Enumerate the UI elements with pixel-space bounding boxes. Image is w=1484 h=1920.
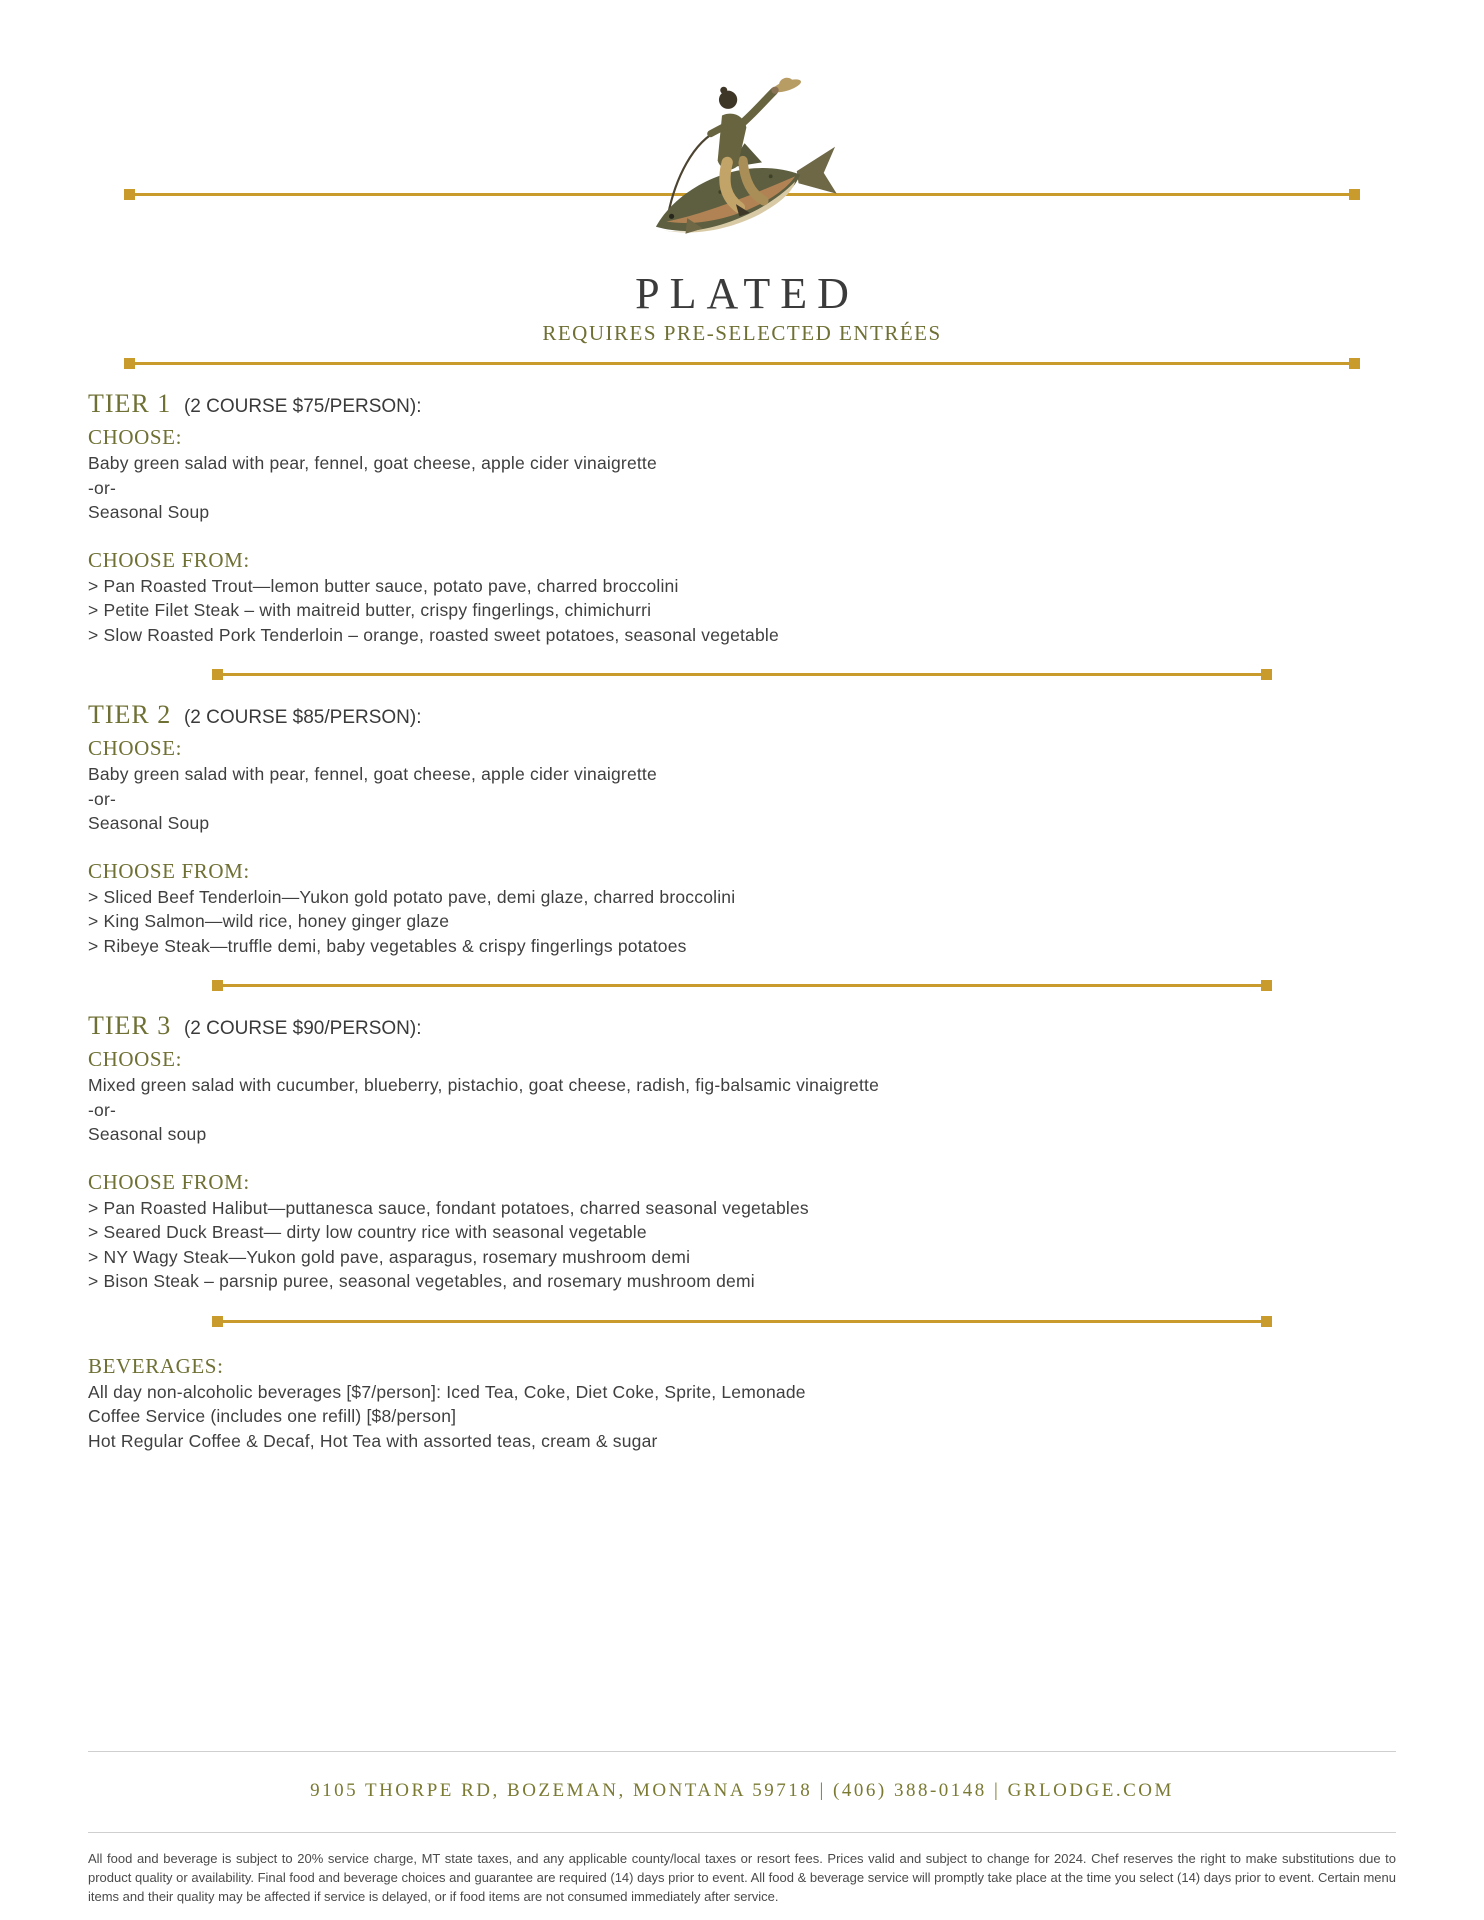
beverages-label: BEVERAGES: bbox=[88, 1353, 224, 1378]
tier-price-note: (2 COURSE $85/PERSON): bbox=[183, 707, 422, 728]
first-course-option: Baby green salad with pear, fennel, goat cheese, apple cider vinaigrette bbox=[88, 764, 657, 784]
or-separator: -or- bbox=[88, 1099, 117, 1120]
choose-label: CHOOSE: bbox=[88, 736, 183, 760]
entree-option: > NY Wagy Steak—Yukon gold pave, asparagus, rosemary mushroom demi bbox=[88, 1246, 691, 1267]
tier-2-section bbox=[88, 676, 1396, 984]
choose-from-label: CHOOSE FROM: bbox=[88, 1169, 250, 1194]
beverage-line: Coffee Service (includes one refill) [$8/person] bbox=[88, 1406, 457, 1426]
masthead bbox=[0, 0, 1484, 268]
choose-label: CHOOSE: bbox=[88, 1047, 183, 1071]
tier-name: TIER 1 bbox=[88, 389, 172, 418]
footer-divider-bottom bbox=[88, 1832, 1396, 1833]
footer bbox=[0, 1751, 1484, 1920]
gold-divider bbox=[218, 673, 1266, 676]
first-course-option: Baby green salad with pear, fennel, goat cheese, apple cider vinaigrette bbox=[88, 453, 657, 473]
first-course-option: Seasonal soup bbox=[88, 1124, 207, 1144]
page-title: PLATED bbox=[635, 269, 859, 318]
page-subtitle: REQUIRES PRE-SELECTED ENTRÉES bbox=[542, 321, 942, 345]
gold-divider bbox=[218, 984, 1266, 987]
choose-label: CHOOSE: bbox=[88, 425, 183, 449]
entree-option: > Bison Steak – parsnip puree, seasonal vegetables, and rosemary mushroom demi bbox=[88, 1271, 755, 1291]
choose-from-label: CHOOSE FROM: bbox=[88, 858, 250, 883]
beverages-section bbox=[88, 1323, 1396, 1464]
choose-from-label: CHOOSE FROM: bbox=[88, 547, 250, 572]
entree-option: > Pan Roasted Halibut—puttanesca sauce, fondant potatoes, charred seasonal vegetables bbox=[88, 1197, 809, 1218]
tier-name: TIER 3 bbox=[88, 1011, 172, 1040]
beverage-line: All day non-alcoholic beverages [$7/person]: Iced Tea, Coke, Diet Coke, Sprite, Lemonade bbox=[88, 1381, 806, 1402]
fine-print: All food and beverage is subject to 20% service charge, MT state taxes, and any applicable county/local taxes or resort fees. Prices valid and subject to change for 2024. Chef reserves the right to make substitutions due to product quality or availability. Final food and beverage choices and guarantee are required (14) days prior to event. All food & beverage service will promptly take place at the time you select (14) days prior to event. Certain menu items and their quality may be affected if service is delayed, or if food items are not consumed immediately after service. bbox=[88, 1851, 1396, 1904]
entree-option: > Seared Duck Breast— dirty low country rice with seasonal vegetable bbox=[88, 1222, 647, 1242]
entree-option: > King Salmon—wild rice, honey ginger glaze bbox=[88, 911, 450, 931]
first-course-option: Seasonal Soup bbox=[88, 502, 210, 522]
beverage-line: Hot Regular Coffee & Decaf, Hot Tea with assorted teas, cream & sugar bbox=[88, 1430, 658, 1451]
tier-heading bbox=[88, 700, 1396, 733]
footer-address: 9105 THORPE RD, BOZEMAN, MONTANA 59718 | (406) 388-0148 | GRLODGE.COM bbox=[310, 1780, 1174, 1801]
entree-option: > Pan Roasted Trout—lemon butter sauce, potato pave, charred broccolini bbox=[88, 575, 679, 596]
cowboy-riding-trout-icon bbox=[642, 44, 842, 253]
gold-divider bbox=[218, 1320, 1266, 1323]
or-separator: -or- bbox=[88, 477, 117, 498]
gold-divider bbox=[130, 362, 1354, 365]
first-course-option: Mixed green salad with cucumber, blueberry, pistachio, goat cheese, radish, fig-balsamic vinaigrette bbox=[88, 1075, 880, 1095]
entree-option: > Petite Filet Steak – with maitreid butter, crispy fingerlings, chimichurri bbox=[88, 600, 652, 620]
entree-option: > Slow Roasted Pork Tenderloin – orange, roasted sweet potatoes, seasonal vegetable bbox=[88, 624, 779, 645]
tier-name: TIER 2 bbox=[88, 700, 172, 729]
title-block bbox=[0, 268, 1484, 346]
cowboy-riding-trout-logo bbox=[642, 44, 842, 258]
tier-price-note: (2 COURSE $75/PERSON): bbox=[183, 396, 422, 417]
tier-price-note: (2 COURSE $90/PERSON): bbox=[183, 1018, 422, 1039]
tier-3-section bbox=[88, 987, 1396, 1320]
entree-option: > Sliced Beef Tenderloin—Yukon gold potato pave, demi glaze, charred broccolini bbox=[88, 886, 736, 907]
tier-1-section bbox=[88, 365, 1396, 673]
entree-option: > Ribeye Steak—truffle demi, baby vegetables & crispy fingerlings potatoes bbox=[88, 935, 687, 956]
menu-content bbox=[0, 365, 1484, 1463]
tier-heading bbox=[88, 389, 1396, 422]
first-course-option: Seasonal Soup bbox=[88, 813, 210, 833]
or-separator: -or- bbox=[88, 788, 117, 809]
tier-heading bbox=[88, 1011, 1396, 1044]
